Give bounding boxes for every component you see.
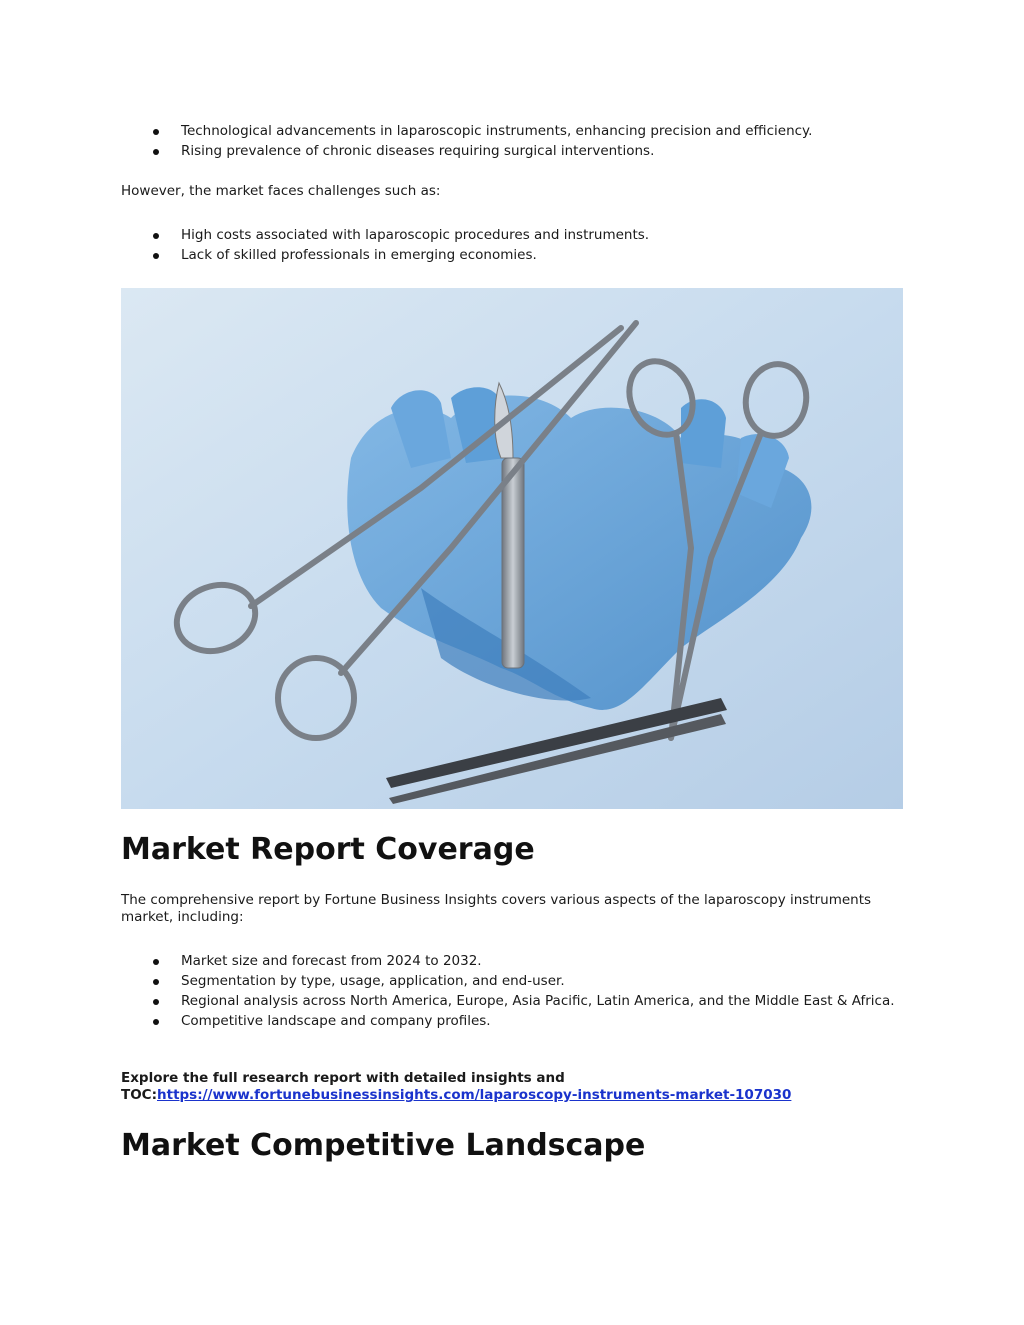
coverage-heading: Market Report Coverage	[121, 832, 535, 867]
list-item	[121, 247, 903, 264]
bullet-icon	[153, 129, 159, 135]
bullet-icon	[153, 233, 159, 239]
list-item	[121, 123, 903, 140]
explore-paragraph	[121, 1070, 881, 1104]
list-item	[121, 953, 903, 970]
bullet-icon	[153, 979, 159, 985]
list-item-text: Lack of skilled professionals in emerging economies.	[181, 247, 537, 263]
bullet-icon	[153, 1019, 159, 1025]
list-item-text: Segmentation by type, usage, application, and end-user.	[181, 973, 565, 989]
list-item-text: Rising prevalence of chronic diseases requiring surgical interventions.	[181, 143, 655, 159]
list-item	[121, 143, 903, 160]
list-item-text: Market size and forecast from 2024 to 2032.	[181, 953, 482, 969]
list-item-text: Technological advancements in laparoscopic instruments, enhancing precision and efficiency.	[181, 123, 813, 139]
advantages-list	[121, 123, 903, 163]
list-item	[121, 993, 903, 1010]
explore-text: Explore the full research report with detailed insights and TOC:	[121, 1070, 565, 1103]
photo-illustration	[121, 288, 903, 809]
list-item-text: Regional analysis across North America, Europe, Asia Pacific, Latin America, and the Middle East & Africa.	[181, 993, 895, 1009]
coverage-paragraph: The comprehensive report by Fortune Business Insights covers various aspects of the laparoscopy instruments market, including:	[121, 892, 872, 925]
list-item-text: High costs associated with laparoscopic procedures and instruments.	[181, 227, 650, 243]
list-item	[121, 1013, 903, 1030]
bullet-icon	[153, 253, 159, 259]
surgical-instruments-photo	[121, 288, 903, 809]
list-item	[121, 973, 903, 990]
bullet-icon	[153, 959, 159, 965]
coverage-list	[121, 953, 903, 1033]
landscape-heading: Market Competitive Landscape	[121, 1128, 646, 1163]
bullet-icon	[153, 149, 159, 155]
bullet-icon	[153, 999, 159, 1005]
list-item	[121, 227, 903, 244]
list-item-text: Competitive landscape and company profiles.	[181, 1013, 491, 1029]
challenges-intro: However, the market faces challenges such as:	[121, 183, 441, 199]
challenges-list	[121, 227, 903, 267]
report-link[interactable]: https://www.fortunebusinessinsights.com/laparoscopy-instruments-market-107030	[157, 1087, 792, 1103]
